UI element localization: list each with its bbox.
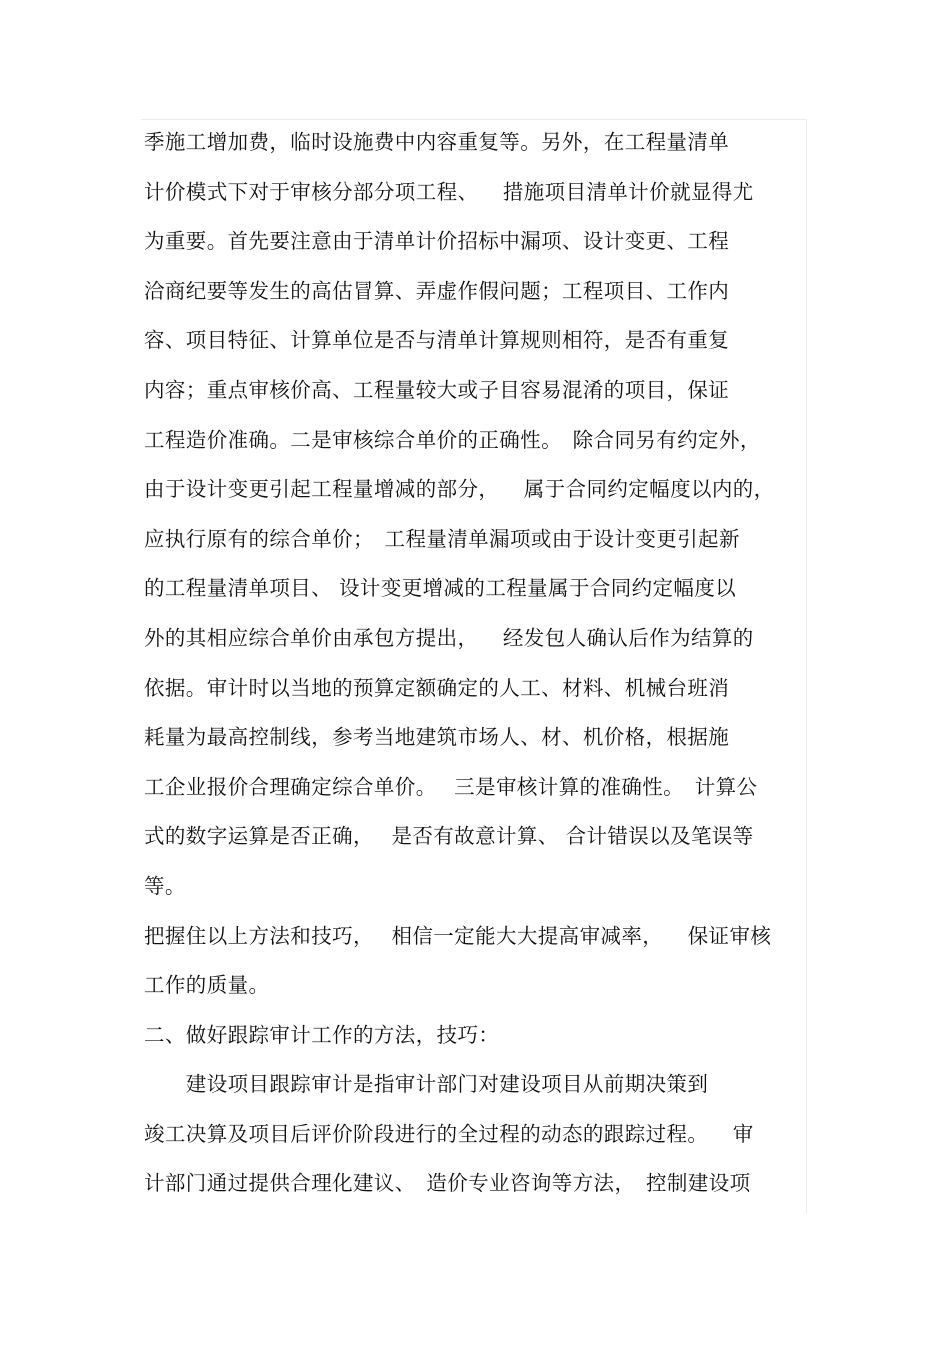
text-line: 竣工决算及项目后评价阶段进行的全过程的动态的跟踪过程。 审: [144, 1121, 754, 1146]
text-line: 季施工增加费，临时设施费中内容重复等。另外，在工程量清单: [144, 130, 730, 154]
text-line: 的工程量清单项目、 设计变更增减的工程量属于合同约定幅度以: [144, 576, 737, 601]
section-heading: 二、做好跟踪审计工作的方法，技巧：: [144, 1022, 500, 1047]
text-line: 计价模式下对于审核分部分项工程、 措施项目清单计价就显得尤: [144, 179, 754, 204]
text-line: 工作的质量。: [144, 973, 270, 998]
text-line: 式的数字运算是否正确， 是否有故意计算、 合计错误以及笔误等: [144, 824, 754, 849]
text-line: 建设项目跟踪审计是指审计部门对建设项目从前期决策到: [144, 1072, 709, 1097]
text-line: 为重要。首先要注意由于清单计价招标中漏项、设计变更、工程: [144, 229, 730, 254]
text-line: 由于设计变更引起工程量增减的部分， 属于合同约定幅度以内的，: [144, 477, 775, 502]
text-line: 依据。审计时以当地的预算定额确定的人工、材料、机械台班消: [144, 675, 730, 700]
text-line: 工企业报价合理确定综合单价。 三是审核计算的准确性。 计算公: [144, 774, 758, 799]
document-body: [144, 124, 806, 1215]
text-line: 外的其相应综合单价由承包方提出， 经发包人确认后作为结算的: [144, 625, 754, 650]
text-line: 把握住以上方法和技巧， 相信一定能大大提高审减率， 保证审核: [144, 923, 772, 948]
text-line: 应执行原有的综合单价； 工程量清单漏项或由于设计变更引起新: [144, 526, 740, 551]
text-line: 容、项目特征、计算单位是否与清单计算规则相符，是否有重复: [144, 328, 730, 353]
text-line: 计部门通过提供合理化建议、 造价专业咨询等方法， 控制建设项: [144, 1171, 751, 1196]
text-line: 洽商纪要等发生的高估冒算、弄虚作假问题；工程项目、工作内: [144, 278, 730, 303]
text-line: 等。: [144, 873, 186, 898]
text-line: 耗量为最高控制线，参考当地建筑市场人、材、机价格，根据施: [144, 725, 730, 750]
text-line: 内容；重点审核价高、工程量较大或子目容易混淆的项目，保证: [144, 377, 730, 402]
text-line: 工程造价准确。二是审核综合单价的正确性。 除合同另有约定外，: [144, 427, 761, 452]
